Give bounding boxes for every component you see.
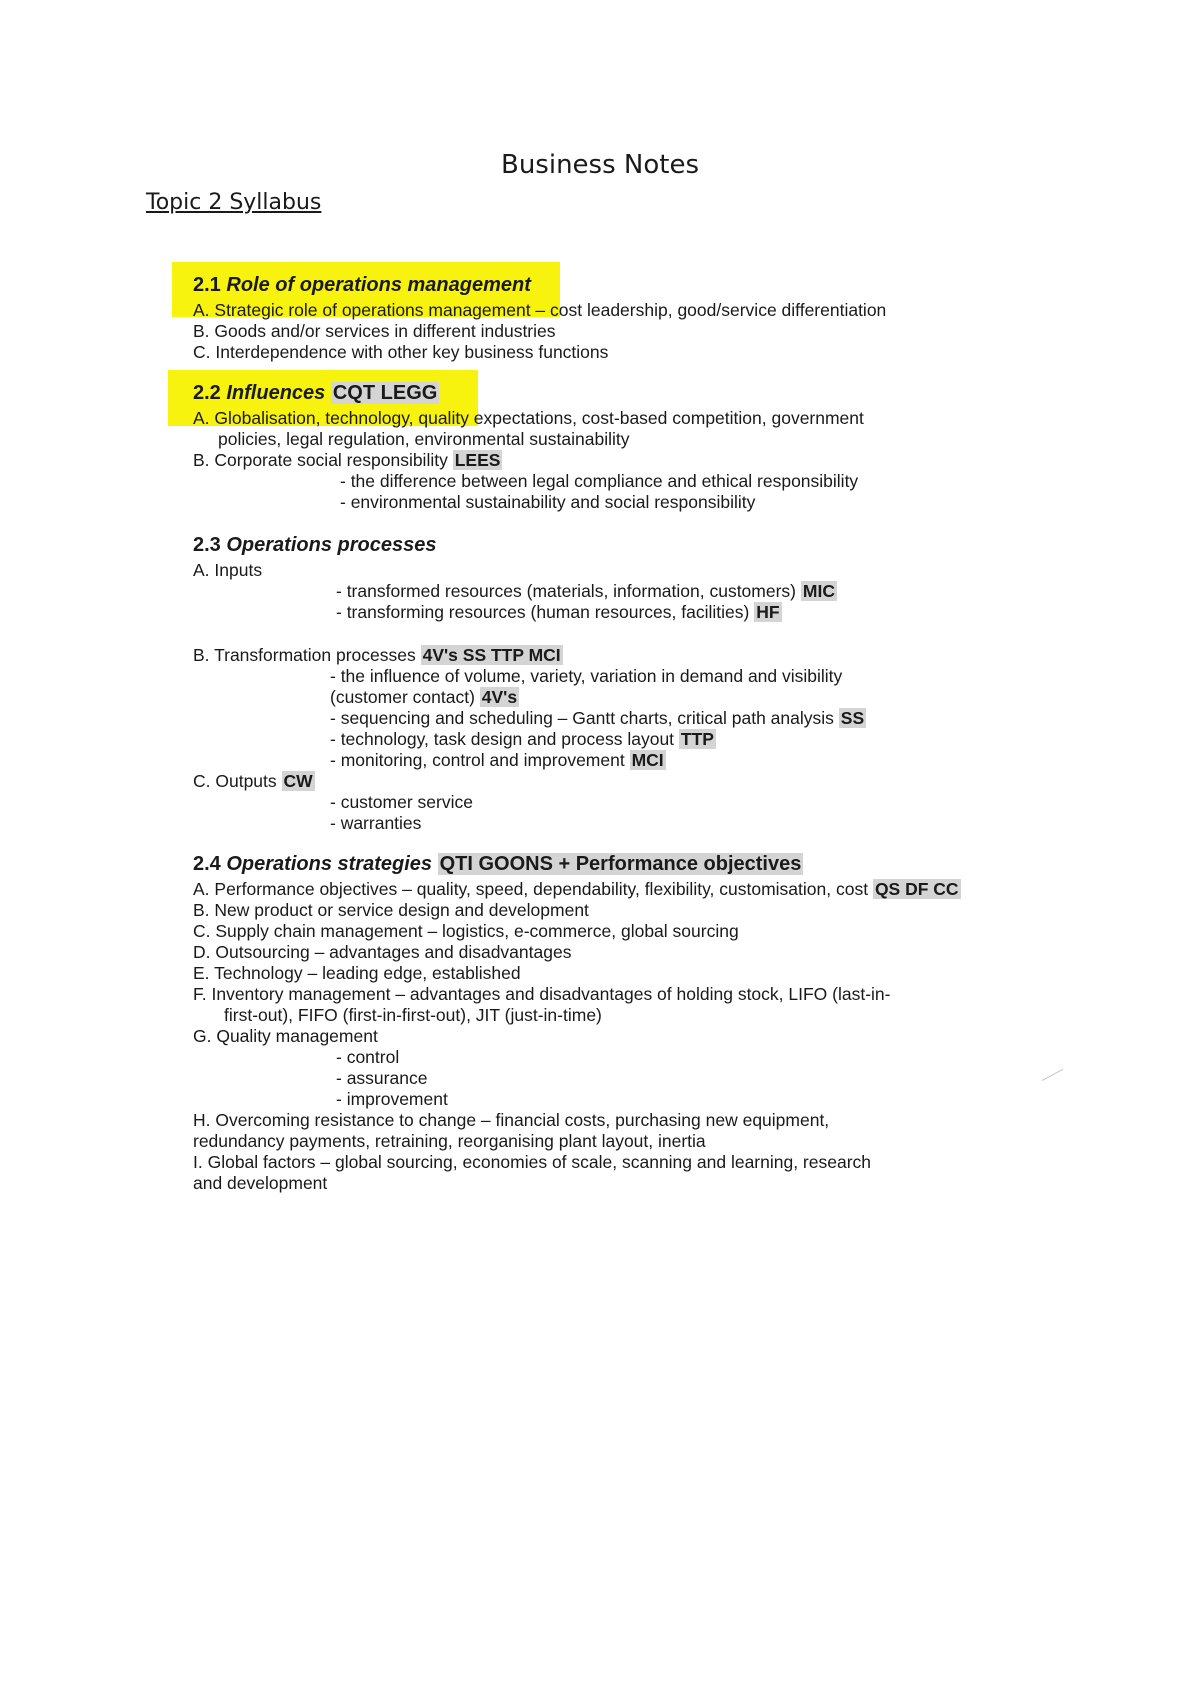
mnemonic-code: CW xyxy=(283,771,313,791)
section-number: 2.2 xyxy=(193,382,221,404)
item-text: B. Corporate social responsibility xyxy=(193,450,448,470)
section-2-2-dash-2: - environmental sustainability and social responsibility xyxy=(340,492,756,512)
section-title: Operations strategies xyxy=(226,853,432,875)
section-2-4-item-g: G. Quality management xyxy=(193,1026,378,1046)
section-title: Operations processes xyxy=(226,534,437,556)
section-2-4-item-i-line2: and development xyxy=(193,1173,328,1193)
section-2-4-item-d: D. Outsourcing – advantages and disadvantages xyxy=(193,942,572,962)
section-2-4-item-f-line1: F. Inventory management – advantages and disadvantages of holding stock, LIFO (last-in- xyxy=(193,984,891,1004)
section-2-4-item-a xyxy=(193,879,961,900)
section-2-1-item-a xyxy=(193,300,886,321)
section-2-4-heading xyxy=(193,853,803,876)
inputs-dash-2 xyxy=(336,602,782,623)
mnemonic-code: 4V's xyxy=(481,687,518,707)
section-2-3-item-b xyxy=(193,645,563,666)
section-2-1-item-b: B. Goods and/or services in different industries xyxy=(193,321,556,341)
mnemonic-code: LEES xyxy=(454,450,501,470)
topic-heading: Topic 2 Syllabus xyxy=(146,190,322,215)
mnemonic-code: MIC xyxy=(802,581,835,601)
section-2-1-heading xyxy=(193,274,531,297)
section-title: Influences xyxy=(226,382,326,404)
mnemonic-code: 4V's SS TTP MCI xyxy=(422,645,561,665)
section-2-4-item-i-line1: I. Global factors – global sourcing, economies of scale, scanning and learning, research xyxy=(193,1152,872,1172)
item-text: - technology, task design and process layout xyxy=(330,729,675,749)
item-text: (customer contact) xyxy=(330,687,475,707)
section-2-4-item-f-line2: first-out), FIFO (first-in-first-out), JIT (just-in-time) xyxy=(224,1005,602,1025)
item-text: A. Performance objectives – quality, speed, dependability, flexibility, customisation, cost xyxy=(193,879,869,899)
transformation-dash-4 xyxy=(330,750,666,771)
transformation-dash-1-cont xyxy=(330,687,519,708)
item-text: – cost leadership, good/service differentiation xyxy=(530,300,887,320)
item-text: - transformed resources (materials, information, customers) xyxy=(336,581,796,601)
section-2-2-item-a-line1: A. Globalisation, technology, quality expectations, cost-based competition, government xyxy=(193,408,864,428)
section-number: 2.3 xyxy=(193,534,221,556)
outputs-dash-2: - warranties xyxy=(330,813,422,833)
section-2-4-item-e: E. Technology – leading edge, established xyxy=(193,963,521,983)
inputs-dash-1 xyxy=(336,581,837,602)
mnemonic-code: TTP xyxy=(680,729,714,749)
quality-dash-3: - improvement xyxy=(336,1089,448,1109)
section-number: 2.1 xyxy=(193,274,221,296)
mnemonic-code: QS DF CC xyxy=(874,879,959,899)
section-2-3-heading xyxy=(193,534,436,557)
mnemonic-code: SS xyxy=(840,708,865,728)
item-text: - monitoring, control and improvement xyxy=(330,750,625,770)
section-2-4-item-b: B. New product or service design and development xyxy=(193,900,589,920)
outputs-dash-1: - customer service xyxy=(330,792,473,812)
section-2-3-item-a: A. Inputs xyxy=(193,560,263,580)
section-2-2-dash-1: - the difference between legal compliance and ethical responsibility xyxy=(340,471,859,491)
page-title: Business Notes xyxy=(500,150,699,180)
section-2-2-item-a-line2: policies, legal regulation, environmental sustainability xyxy=(218,429,630,449)
section-2-4-item-h-line1: H. Overcoming resistance to change – financial costs, purchasing new equipment, xyxy=(193,1110,830,1130)
section-2-2-heading xyxy=(193,382,439,405)
highlighted-text: A. Strategic role of operations management xyxy=(193,300,531,320)
transformation-dash-3 xyxy=(330,729,716,750)
item-text: C. Outputs xyxy=(193,771,277,791)
item-text: B. Transformation processes xyxy=(193,645,416,665)
section-2-3-item-c xyxy=(193,771,315,792)
item-text: - sequencing and scheduling – Gantt charts, critical path analysis xyxy=(330,708,834,728)
quality-dash-1: - control xyxy=(336,1047,400,1067)
transformation-dash-2 xyxy=(330,708,866,729)
section-number: 2.4 xyxy=(193,853,221,875)
quality-dash-2: - assurance xyxy=(336,1068,428,1088)
mnemonic-code: MCI xyxy=(631,750,664,770)
section-2-2-item-b xyxy=(193,450,502,471)
stray-pen-mark xyxy=(1042,1069,1064,1081)
mnemonic-code: HF xyxy=(756,602,780,622)
section-2-1-item-c: C. Interdependence with other key business functions xyxy=(193,342,609,362)
section-title: Role of operations management xyxy=(226,274,531,296)
section-2-4-item-h-line2: redundancy payments, retraining, reorganising plant layout, inertia xyxy=(193,1131,706,1151)
item-text: - transforming resources (human resources, facilities) xyxy=(336,602,750,622)
mnemonic-code: CQT LEGG xyxy=(332,382,438,404)
mnemonic-code: QTI GOONS + Performance objectives xyxy=(439,853,802,875)
transformation-dash-1: - the influence of volume, variety, variation in demand and visibility xyxy=(330,666,843,686)
section-2-4-item-c: C. Supply chain management – logistics, e-commerce, global sourcing xyxy=(193,921,739,941)
